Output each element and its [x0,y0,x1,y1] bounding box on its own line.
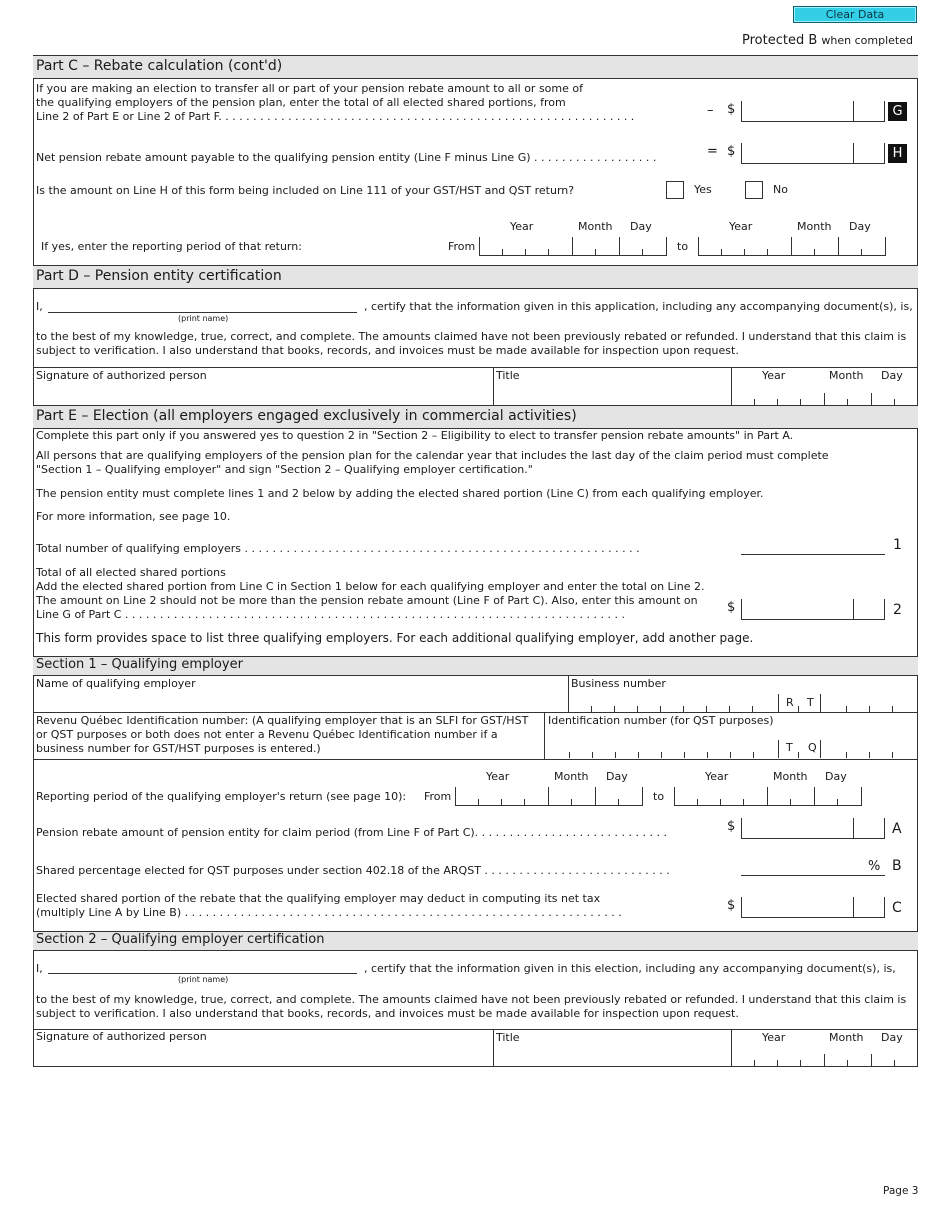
part-d-title-field[interactable] [494,384,730,404]
from-year-header: Year [510,220,534,233]
from-label: From [448,240,476,253]
line-g-text-1: If you are making an election to transfer all or part of your pension rebate amount to all or some of [36,82,583,95]
s2-day-header: Day [881,1031,903,1044]
part-c-from-date-field[interactable] [479,238,667,256]
to-month-header: Month [797,220,832,233]
part-d-title: Part D – Pension entity certification [36,268,282,284]
employer-name-field[interactable] [34,692,567,712]
employer-name-label: Name of qualifying employer [36,677,196,690]
to-label: to [677,240,689,253]
business-number-field[interactable] [568,694,918,712]
from-month-header: Month [578,220,613,233]
line-1-field[interactable] [741,554,885,555]
qst-number-field[interactable] [544,740,918,758]
part-d-para-1: to the best of my knowledge, true, correct, and complete. The amounts claimed have not been previously rebated or refunded. I understand that this claim is [36,330,907,343]
qst-q: Q [808,741,817,754]
s1-from-day-header: Day [606,770,628,783]
part-d-signature-field[interactable] [34,384,492,404]
line-a-dollar: $ [727,819,736,834]
part-d-para-2: subject to verification. I also understand that books, records, and invoices must be made available for inspection upon request. [36,344,739,357]
line-b-percent: % [868,859,881,874]
line-2-text-3: The amount on Line 2 should not be more than the pension rebate amount (Line F of Part C). Also, enter this amount on [36,594,698,607]
to-year-header: Year [729,220,753,233]
line-h-letter: H [888,144,907,163]
s2-i: I, [36,962,43,975]
protected-b-text: Protected B [742,33,818,48]
s2-signature-label: Signature of authorized person [36,1030,207,1043]
line-g-text-2: the qualifying employers of the pension plan, enter the total of all elected shared portions, from [36,96,566,109]
part-e-p2a: All persons that are qualifying employers of the pension plan for the calendar year that includes the last day of the claim period must complete [36,449,829,462]
line-a-letter: A [892,821,902,837]
line-c-text-2: (multiply Line A by Line B) . . . . . . . . . . . . . . . . . . . . . . . . . . . . . . . . . . . . . . . . . . . . . . . . . . . . . . . . . . . . . . . [36,906,622,919]
s2-month-header: Month [829,1031,864,1044]
line-h-amount-field[interactable] [741,143,885,164]
line-c-amount-field[interactable] [741,897,885,918]
part-e-p1: Complete this part only if you answered yes to question 2 in "Section 2 – Eligibility to elect to transfer pension rebate amounts" in Part A. [36,429,794,442]
s1-from-label: From [424,790,452,803]
s2-name-field[interactable] [48,973,357,974]
line-g-text-3: Line 2 of Part E or Line 2 of Part F. . . . . . . . . . . . . . . . . . . . . . . . . . . . . . . . . . . . . . . . . . . . . . . . . . . . . . . . . . . . [36,110,635,123]
line-b-letter: B [892,858,902,874]
line-h-operator: = [707,144,718,159]
page-number: Page 3 [883,1185,919,1197]
rq-id-label: Revenu Québec Identification number: (A qualifying employer that is an SLFI for GST/HST or QST purposes or both does not enter a Revenu Québec Identification number if a business number for GST/HST purposes is entered.) [36,714,529,755]
line-g-dollar: $ [727,102,736,117]
line-1-text: Total number of qualifying employers . . . . . . . . . . . . . . . . . . . . . . . . . . . . . . . . . . . . . . . . . . . . . . . . . . . . . . . . . [36,542,640,555]
line-c-letter: C [892,900,902,916]
qst-id-label: Identification number (for QST purposes) [548,714,774,727]
part-d-certify: , certify that the information given in this application, including any accompanying document(s), is, [364,300,913,313]
line-h-text: Net pension rebate amount payable to the qualifying pension entity (Line F minus Line G) . . . . . . . . . . . . . . . . . . [36,151,657,164]
line-2-number: 2 [893,602,902,618]
when-completed-text: when completed [821,34,913,47]
s2-date-field[interactable] [731,1048,918,1066]
line-c-dollar: $ [727,898,736,913]
line-g-amount-field[interactable] [741,101,885,122]
s1-to-day-header: Day [825,770,847,783]
part-e-p3: The pension entity must complete lines 1 and 2 below by adding the elected shared portion (Line C) from each qualifying employer. [36,487,764,500]
part-e-p4: For more information, see page 10. [36,510,231,523]
s2-para-1: to the best of my knowledge, true, correct, and complete. The amounts claimed have not been previously rebated or refunded. I understand that this claim is [36,993,907,1006]
yes-checkbox[interactable] [666,181,684,199]
part-d-month-header: Month [829,369,864,382]
line-2-dollar: $ [727,600,736,615]
part-d-year-header: Year [762,369,786,382]
part-e-title: Part E – Election (all employers engaged exclusively in commercial activities) [36,408,577,424]
if-yes-label: If yes, enter the reporting period of that return: [41,240,302,253]
line-2-text-1: Total of all elected shared portions [36,566,226,579]
s2-year-header: Year [762,1031,786,1044]
s1-to-label: to [653,790,665,803]
s2-title-field[interactable] [494,1046,730,1066]
clear-data-button[interactable]: Clear Data [793,6,917,23]
line-c-text-1: Elected shared portion of the rebate that the qualifying employer may deduct in computing its net tax [36,892,601,905]
bn-t: T [807,696,814,709]
business-number-label: Business number [571,677,666,690]
line-2-text-2: Add the elected shared portion from Line C in Section 1 below for each qualifying employer and enter the total on Line 2. [36,580,705,593]
section-2-title: Section 2 – Qualifying employer certification [36,932,325,947]
s1-from-month-header: Month [554,770,589,783]
part-d-day-header: Day [881,369,903,382]
part-d-title-label: Title [496,369,520,382]
bn-r: R [786,696,794,709]
line-b-text: Shared percentage elected for QST purposes under section 402.18 of the ARQST . . . . . . . . . . . . . . . . . . . . . . . . . . . [36,864,670,877]
to-day-header: Day [849,220,871,233]
qst-t: T [786,741,793,754]
s1-to-year-header: Year [705,770,729,783]
part-d-i: I, [36,300,43,313]
s1-to-date-field[interactable] [674,788,862,806]
part-d-date-field[interactable] [731,387,918,405]
protected-label [742,33,913,49]
section-1-title: Section 1 – Qualifying employer [36,657,243,672]
from-day-header: Day [630,220,652,233]
no-checkbox[interactable] [745,181,763,199]
s1-to-month-header: Month [773,770,808,783]
line-2-amount-field[interactable] [741,599,885,620]
no-label: No [773,183,788,196]
line-a-text: Pension rebate amount of pension entity for claim period (from Line F of Part C). . . . . . . . . . . . . . . . . . . . . . . . . . . . [36,826,667,839]
part-d-signature-label: Signature of authorized person [36,369,207,382]
yes-label: Yes [694,183,712,196]
line-g-letter: G [888,102,907,121]
line-1-number: 1 [893,537,902,553]
space-note: This form provides space to list three qualifying employers. For each additional qualifying employer, add another page. [36,631,754,645]
line-g-operator: – [707,103,714,118]
part-c-title: Part C – Rebate calculation (cont'd) [36,58,283,74]
part-d-print-name: (print name) [178,314,229,323]
reporting-period-label: Reporting period of the qualifying employer's return (see page 10): [36,790,407,803]
line-2-text-4: Line G of Part C . . . . . . . . . . . . . . . . . . . . . . . . . . . . . . . . . . . . . . . . . . . . . . . . . . . . . . . . . . . . . . . . . . . . . . . . [36,608,625,621]
s2-certify: , certify that the information given in this election, including any accompanying document(s), is, [364,962,896,975]
s2-title-label: Title [496,1031,520,1044]
s2-print-name: (print name) [178,975,229,984]
line-a-amount-field[interactable] [741,818,885,839]
part-c-to-date-field[interactable] [698,238,886,256]
part-d-name-field[interactable] [48,312,357,313]
part-e-p2b: "Section 1 – Qualifying employer" and sign "Section 2 – Qualifying employer certification." [36,463,533,476]
s1-from-date-field[interactable] [455,788,643,806]
line-b-field[interactable] [741,875,885,876]
s2-signature-field[interactable] [34,1046,492,1066]
s1-from-year-header: Year [486,770,510,783]
line-h-dollar: $ [727,144,736,159]
line-111-question: Is the amount on Line H of this form being included on Line 111 of your GST/HST and QST return? [36,184,575,197]
s2-para-2: subject to verification. I also understand that books, records, and invoices must be made available for inspection upon request. [36,1007,739,1020]
